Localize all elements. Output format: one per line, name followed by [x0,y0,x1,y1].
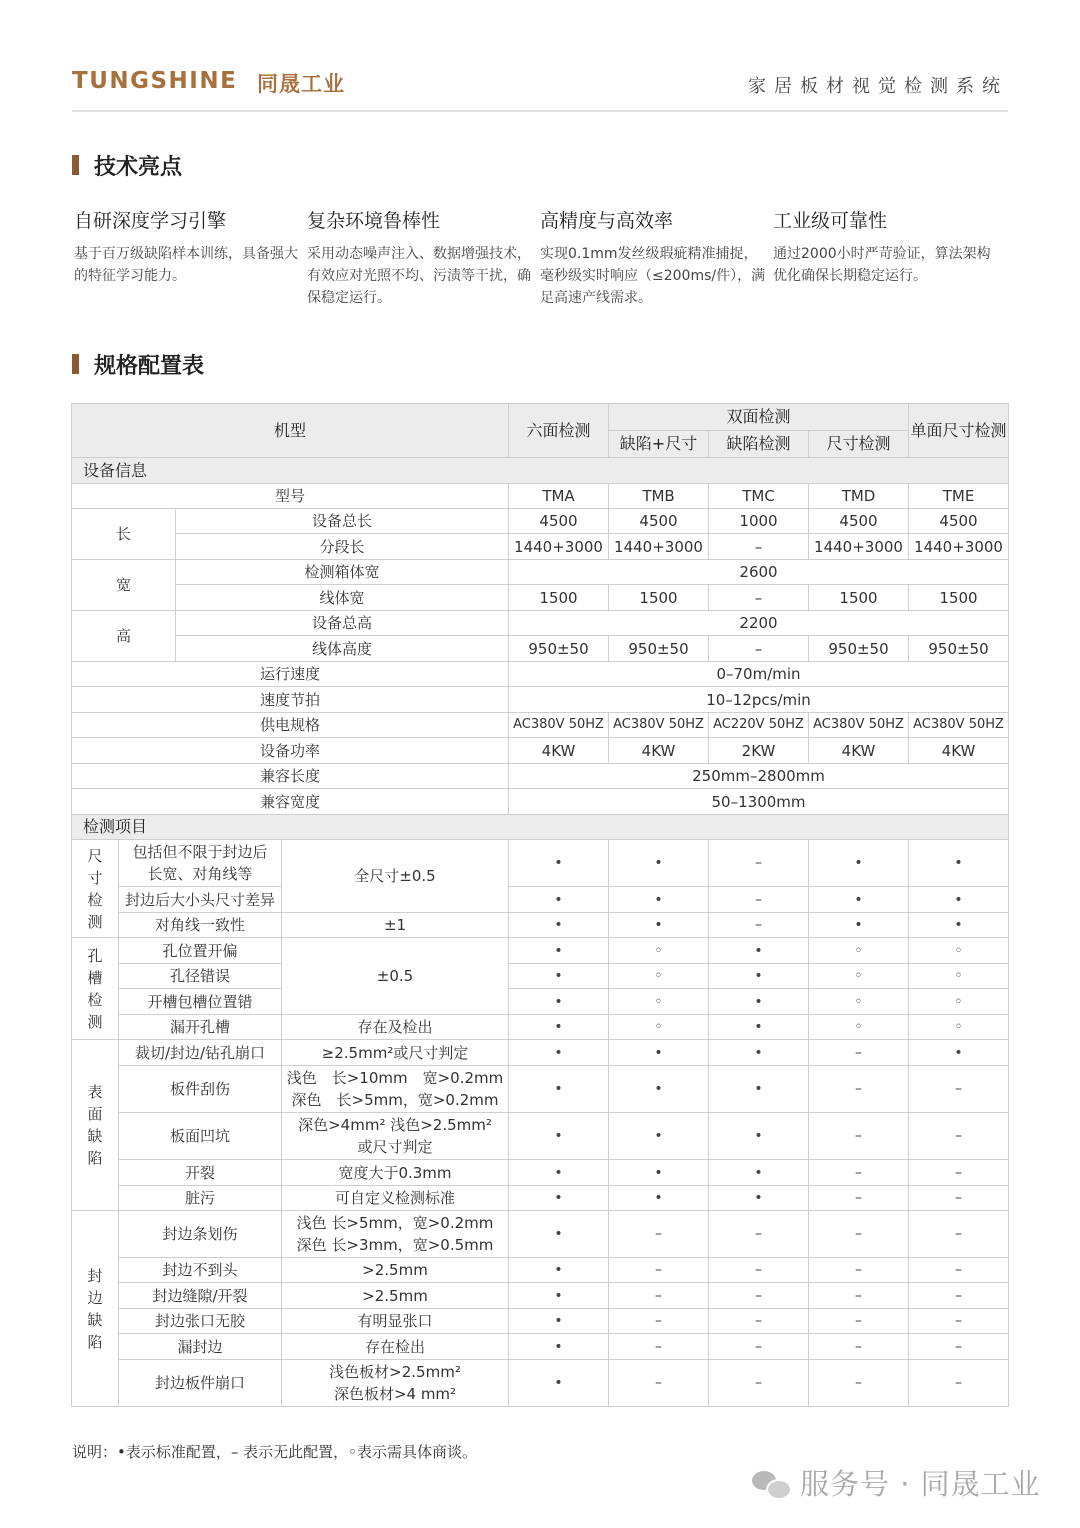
row-label: 型号 [72,484,509,509]
row-label: 运行速度 [72,662,509,687]
item-standard: 浅色 长>5mm，宽>0.2mm 深色 长>3mm，宽>0.5mm [282,1211,509,1258]
config-mark: – [809,1309,909,1334]
value-cell: 0–70m/min [509,662,1009,687]
table-row [72,560,1009,585]
config-mark: • [809,887,909,913]
value-cell: AC380V 50HZ [509,713,609,738]
table-row [72,764,1009,789]
config-mark: • [609,1113,709,1160]
value-cell: TMD [809,484,909,509]
value-cell: TMC [709,484,809,509]
item-name: 开槽包槽位置错 [119,989,282,1015]
config-mark: ◦ [909,938,1009,964]
value-cell: 4KW [809,738,909,764]
brand-logo-en: TUNGSHINE [72,68,238,94]
highlight-item [540,206,773,309]
config-mark: • [509,1309,609,1334]
section-bar [72,155,79,175]
header-single: 单面尺寸检测 [909,404,1009,458]
config-mark: – [709,1283,809,1309]
section-inspection: 检测项目 [72,815,1009,840]
config-mark: • [609,1160,709,1186]
value-cell: 4500 [909,509,1009,534]
config-mark: • [509,1015,609,1040]
item-standard: 存在检出 [282,1334,509,1360]
value-cell: 950±50 [909,636,1009,662]
config-mark: ◦ [809,938,909,964]
config-mark: • [509,1360,609,1407]
table-row [72,1211,1009,1258]
config-mark: • [509,1258,609,1283]
value-cell: AC220V 50HZ [709,713,809,738]
config-mark: • [709,1040,809,1066]
item-name: 漏封边 [119,1334,282,1360]
item-name: 板面凹坑 [119,1113,282,1160]
table-row [72,713,1009,738]
section-device-info: 设备信息 [72,458,1009,484]
item-name: 开裂 [119,1160,282,1186]
table-row [72,1015,1009,1040]
value-cell: 4500 [509,509,609,534]
item-standard: ±0.5 [282,938,509,1015]
item-name: 封边板件崩口 [119,1360,282,1407]
row-label: 兼容宽度 [72,789,509,815]
config-mark: – [909,1258,1009,1283]
header-six: 六面检测 [509,404,609,458]
config-mark: • [509,1211,609,1258]
config-mark: • [509,964,609,989]
value-cell: 1500 [909,585,1009,611]
config-mark: – [909,1160,1009,1186]
value-cell: 1440+3000 [509,534,609,560]
item-standard: 浅色板材>2.5mm² 深色板材>4 mm² [282,1360,509,1407]
config-mark: • [609,1066,709,1113]
config-mark: • [609,1040,709,1066]
item-standard: 有明显张口 [282,1309,509,1334]
row-label: 供电规格 [72,713,509,738]
section-bar [72,354,79,374]
table-row [72,509,1009,534]
config-mark: • [609,1186,709,1211]
group-label: 长 [72,509,176,560]
config-mark: – [809,1360,909,1407]
config-mark: – [609,1283,709,1309]
config-mark: ◦ [809,989,909,1015]
config-mark: – [709,840,809,887]
config-mark: – [809,1334,909,1360]
table-row [72,611,1009,636]
item-name: 封边张口无胶 [119,1309,282,1334]
config-mark: • [609,887,709,913]
value-cell: 2600 [509,560,1009,585]
value-cell: – [709,585,809,611]
item-name: 孔径错误 [119,964,282,989]
group-label: 表 面 缺 陷 [72,1040,119,1211]
config-mark: – [809,1066,909,1113]
value-cell: TME [909,484,1009,509]
config-mark: • [909,913,1009,938]
item-name: 封边不到头 [119,1258,282,1283]
row-label: 检测箱体宽 [176,560,509,585]
config-mark: ◦ [909,989,1009,1015]
table-row [72,1309,1009,1334]
value-cell: 4KW [909,738,1009,764]
config-mark: – [809,1113,909,1160]
config-mark: – [809,1258,909,1283]
brand-logo-cn: 同晟工业 [257,72,345,96]
config-mark: • [509,1160,609,1186]
value-cell: 1440+3000 [909,534,1009,560]
header-sub: 缺陷+尺寸 [609,431,709,458]
value-cell: 4500 [809,509,909,534]
item-name: 脏污 [119,1186,282,1211]
config-mark: – [609,1309,709,1334]
config-mark: • [509,938,609,964]
config-mark: ◦ [609,1015,709,1040]
value-cell: 4KW [509,738,609,764]
item-standard: 深色>4mm² 浅色>2.5mm² 或尺寸判定 [282,1113,509,1160]
row-label: 线体宽 [176,585,509,611]
row-label: 速度节拍 [72,687,509,713]
highlight-desc: 采用动态噪声注入、数据增强技术，有效应对光照不均、污渍等干扰，确保稳定运行。 [307,246,531,306]
highlight-desc: 通过2000小时严苛验证，算法架构优化确保长期稳定运行。 [773,246,991,284]
config-mark: ◦ [609,964,709,989]
value-cell: – [709,534,809,560]
highlight-desc: 基于百万级缺陷样本训练，具备强大的特征学习能力。 [74,246,298,284]
table-row [72,1258,1009,1283]
header-double: 双面检测 [609,404,909,431]
value-cell: TMB [609,484,709,509]
row-label: 设备总高 [176,611,509,636]
value-cell: 950±50 [609,636,709,662]
config-mark: – [709,1334,809,1360]
highlight-title: 高精度与高效率 [540,210,674,232]
config-mark: – [909,1309,1009,1334]
config-mark: ◦ [809,964,909,989]
table-row [72,964,1009,989]
item-standard: >2.5mm [282,1258,509,1283]
table-row [72,1160,1009,1186]
value-cell: 4KW [609,738,709,764]
item-standard: 浅色 长>10mm 宽>0.2mm 深色 长>5mm，宽>0.2mm [282,1066,509,1113]
config-mark: • [909,887,1009,913]
config-mark: • [509,1040,609,1066]
item-standard: ±1 [282,913,509,938]
value-cell: 1440+3000 [609,534,709,560]
table-row [72,1040,1009,1066]
table-row [72,1334,1009,1360]
config-mark: • [709,989,809,1015]
document-title: 家居板材视觉检测系统 [748,76,1008,97]
item-name: 封边条划伤 [119,1211,282,1258]
watermark [752,1462,1041,1503]
spec-title: 规格配置表 [94,353,205,379]
config-mark: • [509,1283,609,1309]
item-name: 裁切/封边/钻孔崩口 [119,1040,282,1066]
value-cell: AC380V 50HZ [609,713,709,738]
table-row [72,789,1009,815]
highlight-title: 自研深度学习引擎 [74,210,227,232]
config-mark: – [809,1211,909,1258]
group-label: 宽 [72,560,176,611]
value-cell: 50–1300mm [509,789,1009,815]
value-cell: AC380V 50HZ [809,713,909,738]
value-cell: 250mm–2800mm [509,764,1009,789]
config-mark: – [809,1160,909,1186]
config-mark: • [509,989,609,1015]
config-mark: • [509,840,609,887]
group-label: 封 边 缺 陷 [72,1211,119,1407]
table-row [72,534,1009,560]
item-name: 板件刮伤 [119,1066,282,1113]
row-label: 分段长 [176,534,509,560]
page-header [72,62,1008,112]
config-mark: – [909,1360,1009,1407]
highlights-title: 技术亮点 [94,154,183,180]
config-mark: – [609,1360,709,1407]
highlight-title: 复杂环境鲁棒性 [307,210,441,232]
table-row [72,913,1009,938]
config-mark: • [509,1066,609,1113]
spec-table-body [72,404,1009,1407]
value-cell: 2KW [709,738,809,764]
table-row [72,662,1009,687]
config-mark: ◦ [809,1015,909,1040]
value-cell: 4500 [609,509,709,534]
header-sub: 缺陷检测 [709,431,809,458]
config-mark: • [909,1040,1009,1066]
config-mark: – [709,1258,809,1283]
config-mark: • [809,840,909,887]
config-mark: ◦ [909,964,1009,989]
config-mark: – [909,1334,1009,1360]
highlight-item [74,206,307,309]
value-cell: 1440+3000 [809,534,909,560]
highlight-item [307,206,540,309]
value-cell: 950±50 [509,636,609,662]
item-standard: ≥2.5mm²或尺寸判定 [282,1040,509,1066]
config-mark: • [709,1066,809,1113]
config-mark: • [509,1334,609,1360]
table-row [72,1186,1009,1211]
config-mark: • [509,913,609,938]
config-mark: • [509,887,609,913]
highlight-item [773,206,1006,309]
config-mark: • [809,913,909,938]
config-mark: • [709,1113,809,1160]
row-label: 兼容长度 [72,764,509,789]
config-mark: – [709,1309,809,1334]
value-cell: 10–12pcs/min [509,687,1009,713]
row-label: 设备功率 [72,738,509,764]
config-mark: • [709,964,809,989]
table-row [72,687,1009,713]
table-row [72,840,1009,887]
spec-table [71,403,1009,1407]
header-sub: 尺寸检测 [809,431,909,458]
config-mark: • [709,1186,809,1211]
config-mark: – [709,887,809,913]
config-mark: – [909,1211,1009,1258]
config-mark: – [709,1211,809,1258]
spec-heading [72,350,204,378]
item-name: 包括但不限于封边后 长宽、对角线等 [119,840,282,887]
header-model: 机型 [72,404,509,458]
highlights-row [74,206,1014,309]
item-name: 封边缝隙/开裂 [119,1283,282,1309]
config-mark: • [509,1113,609,1160]
group-label: 高 [72,611,176,662]
table-row [72,458,1009,484]
table-row [72,404,1009,431]
row-label: 设备总长 [176,509,509,534]
table-row [72,989,1009,1015]
item-name: 孔位置开偏 [119,938,282,964]
value-cell: – [709,636,809,662]
table-row [72,738,1009,764]
highlights-heading [72,151,182,179]
group-label: 孔 槽 检 测 [72,938,119,1040]
watermark-text: 服务号 · 同晟工业 [800,1467,1041,1501]
config-mark: – [909,1113,1009,1160]
item-standard: 宽度大于0.3mm [282,1160,509,1186]
config-mark: – [809,1283,909,1309]
value-cell: AC380V 50HZ [909,713,1009,738]
item-name: 漏开孔槽 [119,1015,282,1040]
value-cell: 1500 [509,585,609,611]
config-mark: • [509,1186,609,1211]
config-mark: – [709,913,809,938]
config-mark: • [709,938,809,964]
item-standard: >2.5mm [282,1283,509,1309]
config-mark: • [609,840,709,887]
table-row [72,815,1009,840]
highlight-desc: 实现0.1mm发丝级瑕疵精准捕捉，毫秒级实时响应（≤200ms/件），满足高速产线需求。 [540,246,766,306]
table-row [72,484,1009,509]
config-mark: • [709,1160,809,1186]
table-row [72,1113,1009,1160]
table-row [72,585,1009,611]
config-mark: – [809,1186,909,1211]
config-mark: ◦ [609,938,709,964]
value-cell: 950±50 [809,636,909,662]
legend-note: 说明：•表示标准配置，– 表示无此配置，◦表示需具体商谈。 [72,1443,477,1461]
wechat-icon [752,1469,790,1497]
highlight-title: 工业级可靠性 [773,210,888,232]
row-label: 线体高度 [176,636,509,662]
config-mark: – [909,1283,1009,1309]
value-cell: TMA [509,484,609,509]
item-standard: 存在及检出 [282,1015,509,1040]
item-name: 对角线一致性 [119,913,282,938]
value-cell: 1500 [609,585,709,611]
table-row [72,1360,1009,1407]
config-mark: • [609,913,709,938]
config-mark: ◦ [909,1015,1009,1040]
config-mark: ◦ [609,989,709,1015]
item-standard: 可自定义检测标准 [282,1186,509,1211]
config-mark: – [909,1186,1009,1211]
table-row [72,636,1009,662]
item-name: 封边后大小头尺寸差异 [119,887,282,913]
group-label: 尺 寸 检 测 [72,840,119,938]
config-mark: – [709,1360,809,1407]
table-row [72,938,1009,964]
config-mark: – [609,1211,709,1258]
config-mark: – [809,1040,909,1066]
config-mark: – [609,1334,709,1360]
table-row [72,1283,1009,1309]
config-mark: • [709,1015,809,1040]
config-mark: • [909,840,1009,887]
config-mark: – [909,1066,1009,1113]
value-cell: 1500 [809,585,909,611]
table-row [72,887,1009,913]
value-cell: 1000 [709,509,809,534]
value-cell: 2200 [509,611,1009,636]
config-mark: – [609,1258,709,1283]
table-row [72,1066,1009,1113]
item-standard: 全尺寸±0.5 [282,840,509,913]
